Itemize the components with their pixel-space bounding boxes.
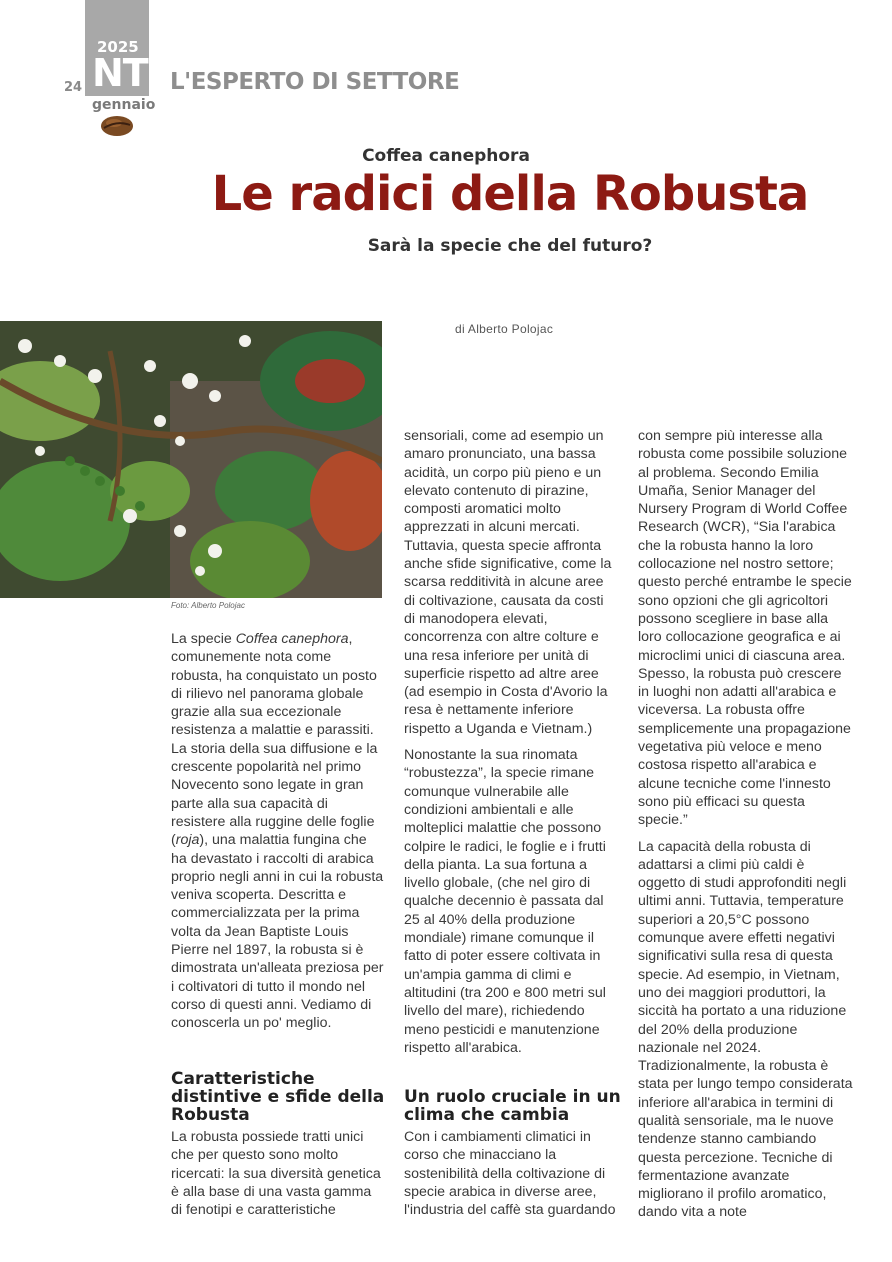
column-1-lower	[171, 1070, 385, 1227]
magazine-logo: NT	[92, 51, 148, 95]
photo-caption: Foto: Alberto Polojac	[171, 601, 245, 610]
section-title: L'ESPERTO DI SETTORE	[170, 69, 460, 95]
page-number: 24	[64, 80, 83, 95]
paragraph-intro: La specie Coffea canephora, comunemente nota come robusta, ha conquistato un posto di rilievo nel panorama globale grazie alla sua eccezionale resistenza a malattie e parassiti. La storia della sua diffusione e la crescente popolarità nel primo Novecento sono legate in gran parte alla sua capacità di resistere alla ruggine delle foglie (roja), una malattia fungina che ha devastato i raccolti di arabica proprio negli anni in cui la robusta veniva scoperta. Descritta e commercializzata per la prima volta da Jean Baptiste Louis Pierre nel 1897, la robusta si è dimostrata un'alleata preziosa per i coltivatori di tutto il mondo nel corso di questi anni. Vediamo di conoscerla un po' meglio.	[171, 631, 384, 1032]
issue-year: 2025	[97, 38, 139, 56]
column-2-lower	[404, 1088, 622, 1227]
paragraph: sensoriali, come ad esempio un amaro pronunciato, una bassa acidità, un corpo più pieno e un elevato contenuto di pirazine, composti aromatici molto apprezzati in alcuni mercati. Tuttavia, questa specie affronta anche sfide significative, come la scarsa redditività in alcune aree di coltivazione, causata da costi di manodopera elevati, concorrenza con altre colture e una resa inferiore per unità di superficie rispetto ad altre aree (ad esempio in Costa d'Avorio la resa è nettamente inferiore rispetto a Uganda e Vietnam.)	[404, 428, 612, 737]
paragraph: con sempre più interesse alla robusta come possibile soluzione al problema. Secondo Emilia Umaña, Senior Manager del Nursery Program di World Coffee Research (WCR), “Sia l'arabica che la robusta hanno la loro collocazione nel nostro settore; questo perché entrambe le specie sono opzioni che gli agricoltori possono scegliere in base alla loro collocazione geografica e ai microclimi unici di ciascuna area. Spesso, la robusta può crescere in luoghi non adatti all'arabica e viceversa. La robusta offre semplicemente una propagazione vegetativa più veloce e meno costosa rispetto all'arabica e alcune tecniche come l'innesto sono più efficaci su questa specie.”	[638, 428, 852, 829]
coffee-bean-icon	[100, 114, 134, 138]
column-1	[171, 630, 385, 1041]
article-byline: di Alberto Polojac	[455, 322, 554, 336]
article-title: Le radici della Robusta	[211, 166, 809, 222]
section-heading: Caratteristiche distintive e sfide della Robusta	[171, 1069, 385, 1125]
paragraph: La robusta possiede tratti unici che per questo sono molto ricercati: la sua diversità genetica è alla base di una vasta gamma di fenotipi e caratteristiche	[171, 1129, 381, 1219]
column-3	[638, 427, 854, 1230]
coffee-plant-photo	[0, 321, 382, 598]
paragraph: Con i cambiamenti climatici in corso che minacciano la sostenibilità della coltivazione di specie arabica in diverse aree, l'industria del caffè sta guardando	[404, 1129, 616, 1219]
paragraph: Nonostante la sua rinomata “robustezza”, la specie rimane comunque vulnerabile alle condizioni ambientali e alle molteplici malattie che possono colpire le radici, le foglie e i frutti della pianta. La sua fortuna a livello globale, (che nel giro di qualche decennio è passata dal 25 al 40% della produzione mondiale) rimane comunque il fatto di poter essere coltivata in un'ampia gamma di climi e altitudini (tra 200 e 800 metri sul livello del mare), richiedendo meno pesticidi e manutenzione rispetto all'arabica.	[404, 747, 606, 1056]
column-2	[404, 427, 618, 1065]
article-kicker: Coffea canephora	[362, 146, 530, 166]
paragraph: La capacità della robusta di adattarsi a climi più caldi è oggetto di studi approfonditi negli ultimi anni. Tuttavia, temperature superiori a 20,5°C possono comunque avere effetti negativi significativi sulla resa di questa specie. Ad esempio, in Vietnam, uno dei maggiori produttori, la siccità ha portato a una riduzione del 20% della produzione nazionale nel 2024. Tradizionalmente, la robusta è stata per lungo tempo considerata inferiore all'arabica in termini di qualità sensoriale, ma le nuove tendenze stanno cambiando questa percezione. Tecniche di fermentazione avanzate migliorano il profilo aromatico, dando vita a note	[638, 838, 853, 1221]
issue-month: gennaio	[92, 97, 156, 113]
article-subtitle: Sarà la specie che del futuro?	[367, 236, 653, 256]
section-heading: Un ruolo cruciale in un clima che cambia	[404, 1087, 621, 1125]
